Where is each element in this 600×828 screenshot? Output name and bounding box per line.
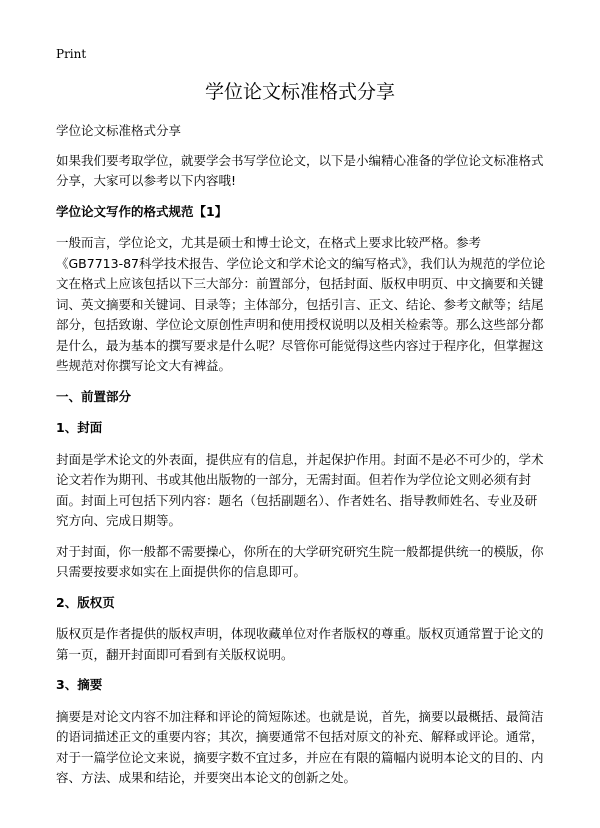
part-one-heading: 一、前置部分 bbox=[56, 388, 132, 404]
intro-paragraph: 如果我们要考取学位，就要学会书写学位论文，以下是小编精心准备的学位论文标准格式分享，大家可以参考以下内容哦! bbox=[56, 152, 544, 188]
abstract-paragraph: 摘要是对论文内容不加注释和评论的简短陈述。也就是说，首先，摘要以最概括、最简洁的语词描述正文的重要内容；其次，摘要通常不包括对原文的补充、解释或评论。通常，对于一篇学位论文来说，摘要字数不宜过多，并应在有限的篇幅内说明本论文的目的、内容、方法、成果和结论，并要突出本论文的创新之处。 bbox=[56, 708, 544, 785]
section-heading-format: 学位论文写作的格式规范【1】 bbox=[56, 203, 228, 219]
article-body bbox=[56, 121, 548, 799]
overview-paragraph: 一般而言，学位论文，尤其是硕士和博士论文，在格式上要求比较严格。参考《GB7713-87科学技术报告、学位论文和学术论文的编写格式》，我们认为规范的学位论文在格式上应该包括以下三大部分：前置部分，包括封面、版权申明页、中文摘要和关键词、英文摘要和关键词、目录等；主体部分，包括引言、正文、结论、参考文献等；结尾部分，包括致谢、学位论文原创性声明和使用授权说明以及相关检索等。那么这些部分都是什么，最为基本的撰写要求是什么呢？尽管你可能觉得这些内容过于程序化，但掌握这些规范对你撰写论文大有裨益。 bbox=[56, 235, 546, 373]
copyright-paragraph: 版权页是作者提供的版权声明，体现收藏单位对作者版权的尊重。版权页通常置于论文的第一页，翻开封面即可看到有关版权说明。 bbox=[56, 626, 544, 662]
abstract-heading: 3、摘要 bbox=[56, 677, 103, 692]
cover-heading: 1、封面 bbox=[56, 420, 103, 435]
cover-paragraph-2: 对于封面，你一般都不需要操心，你所在的大学研究研究生院一般都提供统一的模版，你只需要按要求如实在上面提供你的信息即可。 bbox=[56, 543, 544, 579]
cover-paragraph-1: 封面是学术论文的外表面，提供应有的信息，并起保护作用。封面不是必不可少的，学术论文若作为期刊、书或其他出版物的一部分，无需封面。但若作为学位论文则必须有封面。封面上可包括下列内容：题名（包括副题名）、作者姓名、指导教师姓名、专业及研究方向、完成日期等。 bbox=[56, 451, 544, 528]
copyright-heading: 2、版权页 bbox=[56, 594, 115, 610]
print-link[interactable]: Print bbox=[56, 47, 87, 61]
article-subtitle: 学位论文标准格式分享 bbox=[56, 123, 182, 138]
page-title: 学位论文标准格式分享 bbox=[204, 81, 395, 103]
